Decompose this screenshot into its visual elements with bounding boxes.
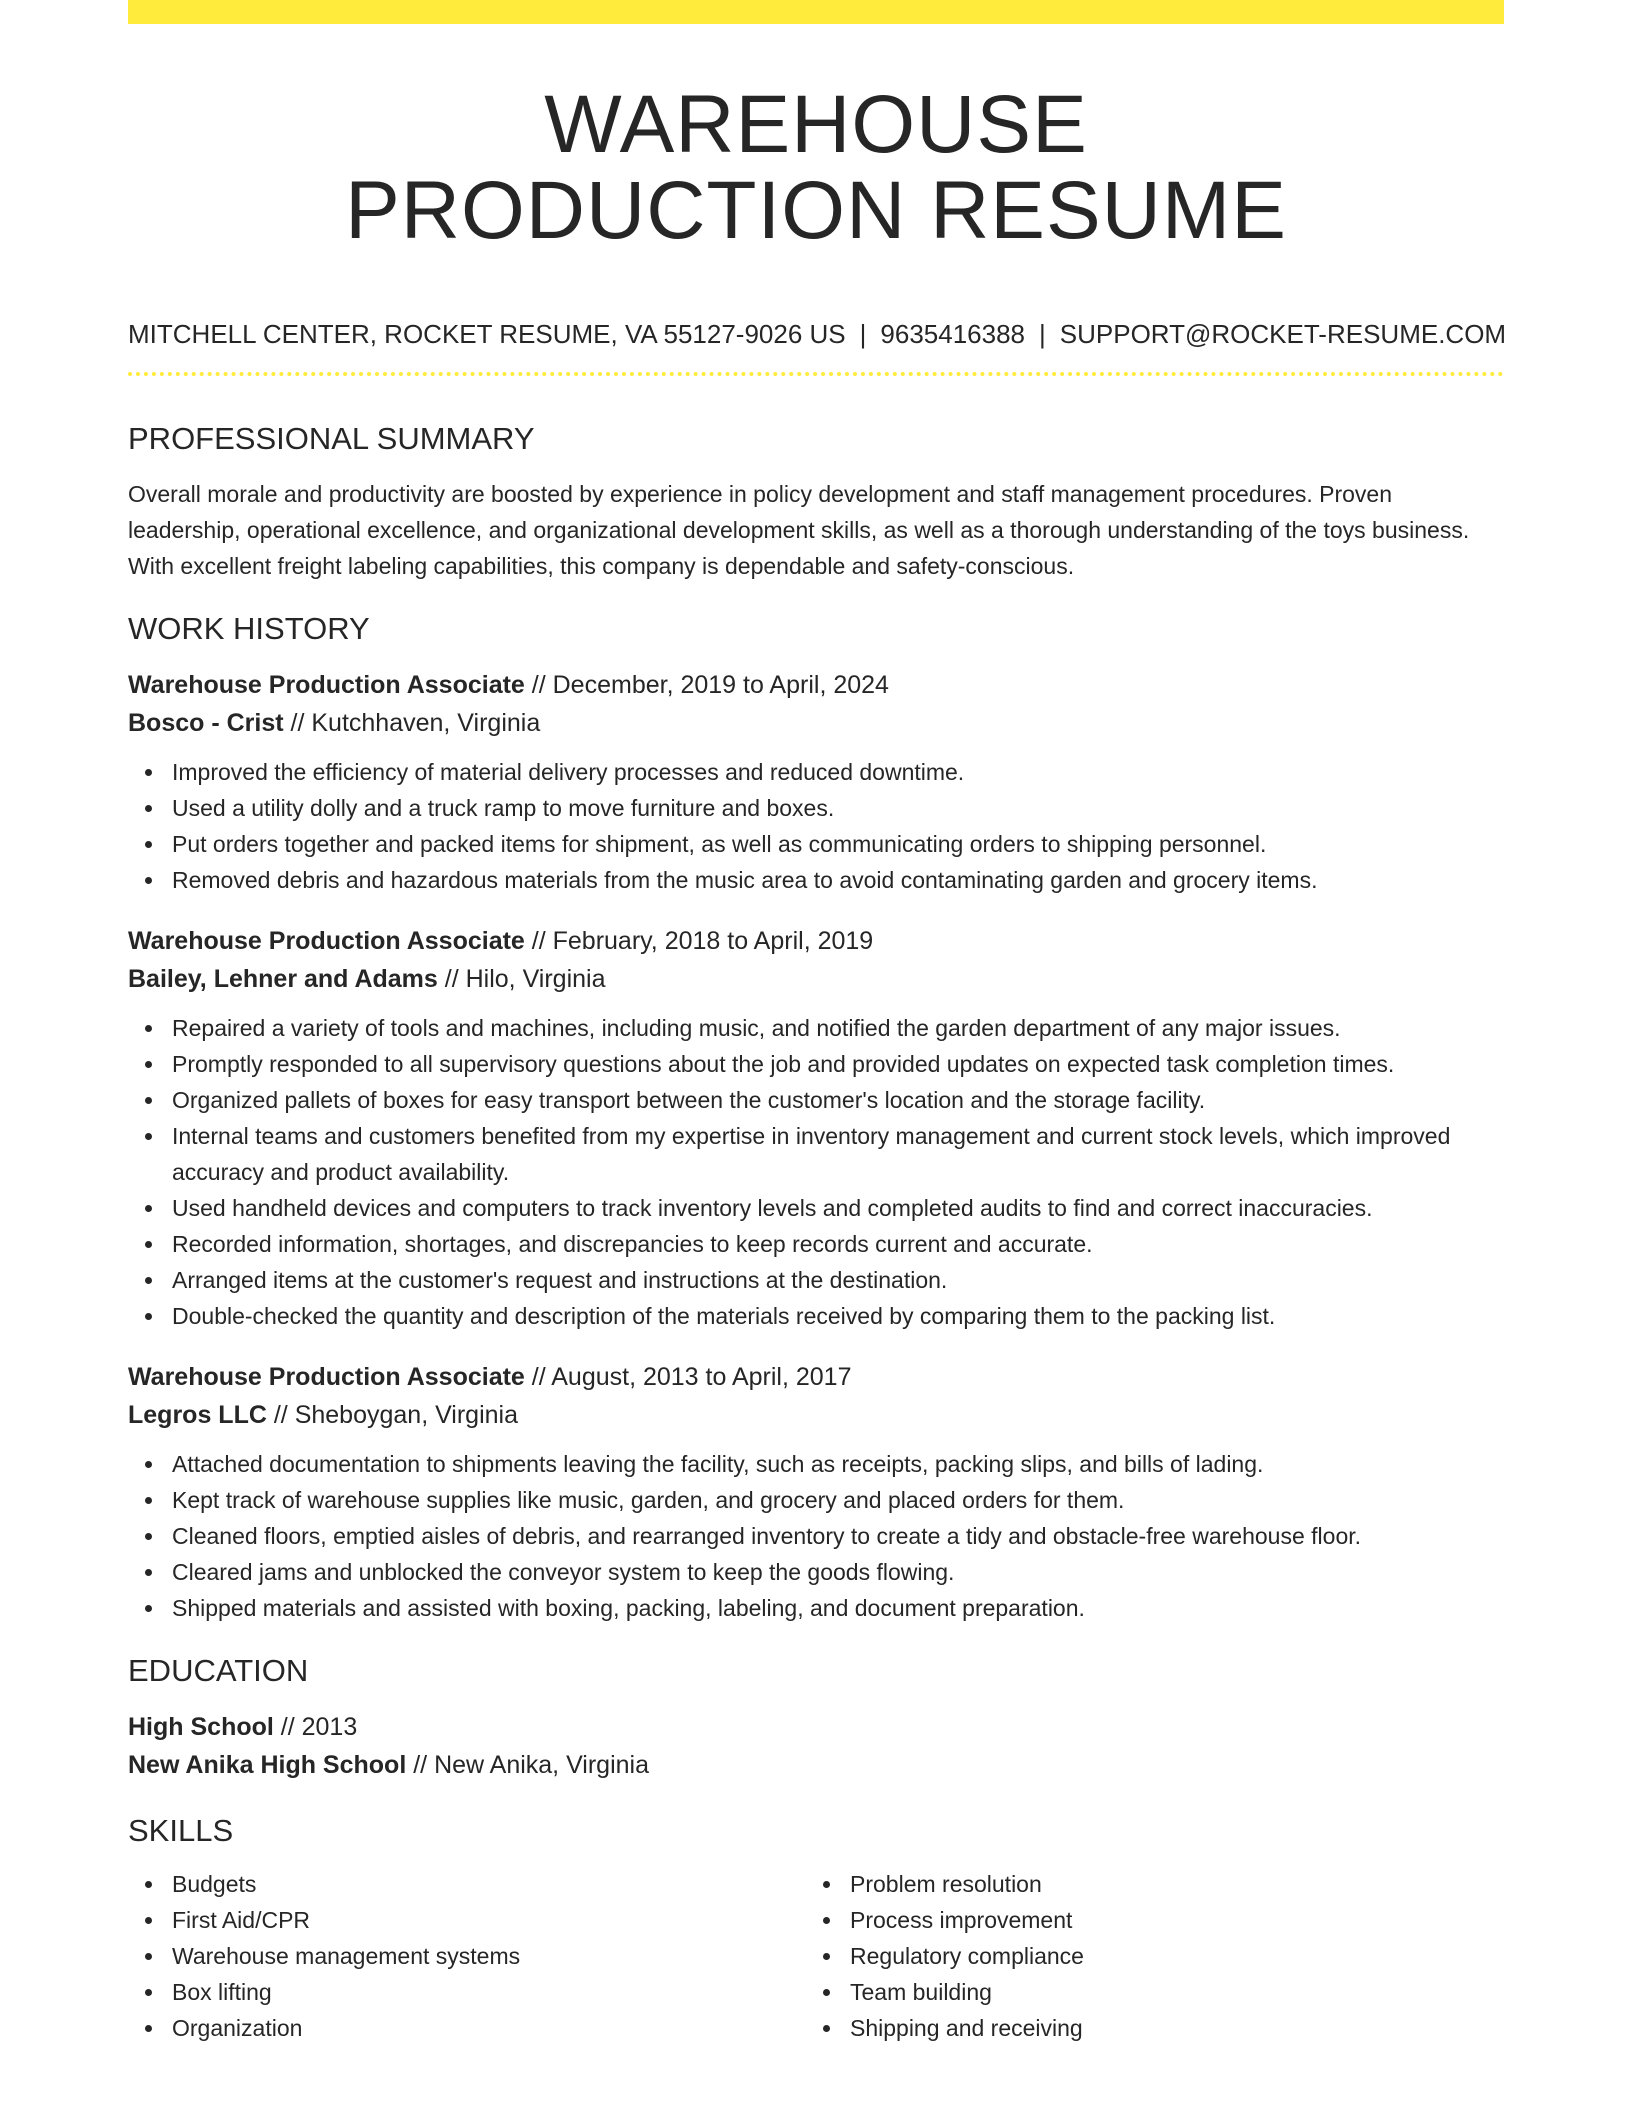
education-degree: High School bbox=[128, 1713, 274, 1741]
job-company: Bailey, Lehner and Adams bbox=[128, 965, 438, 993]
job-company-line bbox=[128, 960, 1504, 998]
skill-item: Box lifting bbox=[172, 1974, 806, 2010]
skill-item: Team building bbox=[850, 1974, 1484, 2010]
contact-phone: 9635416388 bbox=[880, 319, 1026, 349]
skill-item: Warehouse management systems bbox=[172, 1938, 806, 1974]
summary-text: Overall morale and productivity are boosted by experience in policy development and staff management procedures. Proven leadership, operational excellence, and organizational development skills, as well as a thorough understanding of the toys business. With excellent freight labeling capabilities, this company is dependable and safety-conscious. bbox=[128, 481, 1470, 579]
job-company-line bbox=[128, 1396, 1504, 1434]
title-line-1: WAREHOUSE bbox=[544, 79, 1088, 170]
title-line-2: PRODUCTION RESUME bbox=[345, 165, 1287, 256]
skill-item: First Aid/CPR bbox=[172, 1902, 806, 1938]
job-entry bbox=[128, 666, 1504, 898]
job-bullet: Arranged items at the customer's request and instructions at the destination. bbox=[172, 1262, 1504, 1298]
job-dates: // February, 2018 to April, 2019 bbox=[524, 927, 874, 955]
job-title-line bbox=[128, 1358, 1504, 1396]
job-bullets bbox=[128, 1446, 1504, 1626]
job-bullet: Repaired a variety of tools and machines, including music, and notified the garden department of any major issues. bbox=[172, 1010, 1504, 1046]
job-bullet: Cleaned floors, emptied aisles of debris, and rearranged inventory to create a tidy and obstacle-free warehouse floor. bbox=[172, 1518, 1504, 1554]
education-school: New Anika High School bbox=[128, 1751, 407, 1779]
job-bullet: Attached documentation to shipments leaving the facility, such as receipts, packing slips, and bills of lading. bbox=[172, 1446, 1504, 1482]
job-bullets bbox=[128, 1010, 1504, 1334]
job-bullet: Double-checked the quantity and description of the materials received by comparing them to the packing list. bbox=[172, 1298, 1504, 1334]
job-bullet: Put orders together and packed items for shipment, as well as communicating orders to shipping personnel. bbox=[172, 826, 1504, 862]
skills-right-column bbox=[806, 1866, 1484, 2046]
skill-item: Shipping and receiving bbox=[850, 2010, 1484, 2046]
job-location: // Hilo, Virginia bbox=[437, 965, 606, 993]
job-bullet: Cleared jams and unblocked the conveyor system to keep the goods flowing. bbox=[172, 1554, 1504, 1590]
education-location: // New Anika, Virginia bbox=[406, 1751, 649, 1779]
skill-item: Organization bbox=[172, 2010, 806, 2046]
job-dates: // December, 2019 to April, 2024 bbox=[524, 671, 889, 699]
contact-line bbox=[128, 318, 1507, 350]
job-bullet: Internal teams and customers benefited from my expertise in inventory management and current stock levels, which improved accuracy and product availability. bbox=[172, 1118, 1504, 1190]
education-degree-line bbox=[128, 1708, 1504, 1746]
job-dates: // August, 2013 to April, 2017 bbox=[524, 1363, 852, 1391]
job-title: Warehouse Production Associate bbox=[128, 927, 525, 955]
job-bullet: Removed debris and hazardous materials from the music area to avoid contaminating garden and grocery items. bbox=[172, 862, 1504, 898]
contact-address: MITCHELL CENTER, ROCKET RESUME, VA 55127-9026 US bbox=[128, 319, 846, 349]
job-bullet: Used handheld devices and computers to track inventory levels and completed audits to find and correct inaccuracies. bbox=[172, 1190, 1504, 1226]
contact-email: SUPPORT@ROCKET-RESUME.COM bbox=[1059, 319, 1507, 349]
job-title: Warehouse Production Associate bbox=[128, 671, 525, 699]
contact-separator: | bbox=[859, 319, 867, 349]
job-bullet: Promptly responded to all supervisory questions about the job and provided updates on expected task completion times. bbox=[172, 1046, 1504, 1082]
job-bullet: Organized pallets of boxes for easy transport between the customer's location and the storage facility. bbox=[172, 1082, 1504, 1118]
resume-title bbox=[128, 79, 1504, 256]
job-bullet: Improved the efficiency of material delivery processes and reduced downtime. bbox=[172, 754, 1504, 790]
education-entry bbox=[128, 1708, 1504, 1784]
job-company: Bosco - Crist bbox=[128, 709, 284, 737]
job-location: // Kutchhaven, Virginia bbox=[283, 709, 541, 737]
job-company: Legros LLC bbox=[128, 1401, 267, 1429]
job-bullet: Kept track of warehouse supplies like music, garden, and grocery and placed orders for them. bbox=[172, 1482, 1504, 1518]
skills-columns bbox=[128, 1866, 1504, 2046]
skills-left-column bbox=[128, 1866, 806, 2046]
job-title-line bbox=[128, 922, 1504, 960]
work-history-heading: WORK HISTORY bbox=[128, 611, 370, 646]
summary-heading: PROFESSIONAL SUMMARY bbox=[128, 421, 535, 456]
resume-page bbox=[128, 0, 1507, 2046]
job-bullet: Shipped materials and assisted with boxing, packing, labeling, and document preparation. bbox=[172, 1590, 1504, 1626]
job-bullet: Recorded information, shortages, and discrepancies to keep records current and accurate. bbox=[172, 1226, 1504, 1262]
job-company-line bbox=[128, 704, 1504, 742]
dotted-divider bbox=[128, 372, 1504, 376]
education-school-line bbox=[128, 1746, 1504, 1784]
job-location: // Sheboygan, Virginia bbox=[266, 1401, 519, 1429]
job-entry bbox=[128, 1358, 1504, 1626]
skill-item: Budgets bbox=[172, 1866, 806, 1902]
contact-separator: | bbox=[1039, 319, 1046, 349]
skill-item: Problem resolution bbox=[850, 1866, 1484, 1902]
job-bullets bbox=[128, 754, 1504, 898]
education-year: // 2013 bbox=[273, 1713, 358, 1741]
education-heading: EDUCATION bbox=[128, 1653, 309, 1688]
job-bullet: Used a utility dolly and a truck ramp to move furniture and boxes. bbox=[172, 790, 1504, 826]
job-title-line bbox=[128, 666, 1504, 704]
job-title: Warehouse Production Associate bbox=[128, 1363, 525, 1391]
skill-item: Regulatory compliance bbox=[850, 1938, 1484, 1974]
skill-item: Process improvement bbox=[850, 1902, 1484, 1938]
job-entry bbox=[128, 922, 1504, 1334]
skills-heading: SKILLS bbox=[128, 1813, 234, 1848]
